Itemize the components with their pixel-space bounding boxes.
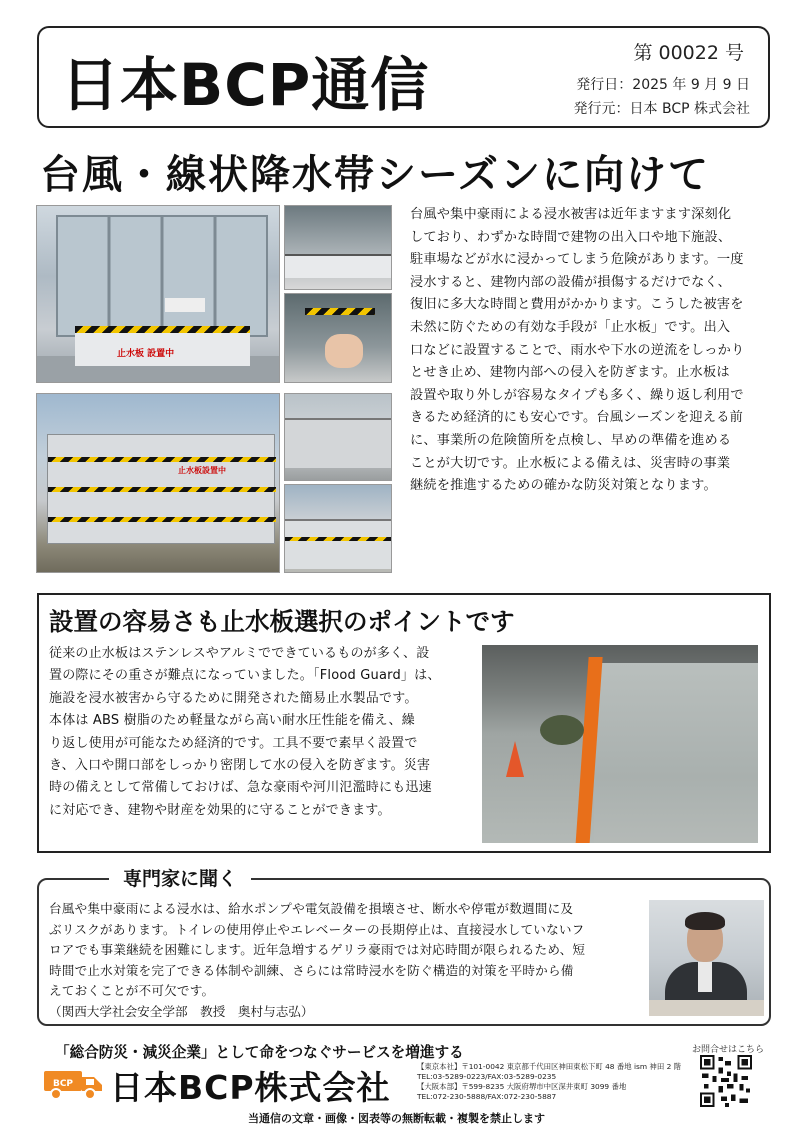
point-line: 時の備えとして常備しておけば、急な豪雨や河川氾濫時にも迅速 — [49, 780, 432, 796]
photo-barrier-row — [284, 484, 392, 573]
barrier-label: 止水板 設置中 — [117, 349, 175, 359]
intro-line: ことが大切です。止水板による備えは、災害時の事業 — [410, 455, 731, 471]
intro-paragraph — [410, 204, 772, 498]
expert-line: ぶリスクがあります。トイレの使用停止やエレベーターの長期停止は、直接浸水していないフ — [49, 921, 585, 937]
barrier-panel — [285, 254, 392, 278]
point-title: 設置の容易さも止水板選択のポイントです — [49, 607, 515, 636]
hazard-stripe — [285, 537, 392, 541]
hazard-stripe — [48, 487, 276, 492]
intro-line: 未然に防ぐための有効な手段が「止水板」です。出入 — [410, 319, 731, 335]
expert-paragraph — [49, 899, 664, 1002]
photo-glass-entrance — [36, 205, 280, 383]
photo-hand-installing — [284, 293, 392, 383]
expert-line: えておくことが不可欠です。 — [49, 983, 215, 999]
point-line: 従来の止水板はステンレスやアルミでできているものが多く、設 — [49, 646, 430, 661]
point-line: 置の際にその重さが難点になっていました。「Flood Guard」は、 — [49, 668, 441, 684]
newsletter-title: 日本BCP通信 — [61, 51, 430, 119]
tokyo-phone: TEL:03-5289-0223/FAX:03-5289-0235 — [417, 1072, 557, 1081]
hazard-stripe — [48, 517, 276, 522]
contact-label: お問合せはこちら — [692, 1045, 765, 1055]
intro-line: 継続を推進するための確かな防災対策となります。 — [410, 478, 717, 494]
photo-panel-wall — [36, 393, 280, 573]
intro-line: 復旧に多大な時間と費用がかかります。こうした被害を — [410, 297, 744, 313]
expert-line: 台風や集中豪雨による浸水は、給水ポンプや電気設備を損壊させ、断水や停電が数週間に及 — [49, 901, 574, 916]
issue-number: 第 00022 号 — [633, 42, 744, 64]
intro-line: に、事業所の危険箇所を点検し、早めの準備を進める — [410, 432, 732, 448]
osaka-phone: TEL:072-230-5888/FAX:072-230-5887 — [417, 1092, 557, 1101]
point-line: 本体は ABS 樹脂のため軽量ながら高い耐水圧性能を備え、繰 — [49, 713, 415, 729]
company-name: 日本BCP株式会社 — [110, 1068, 391, 1107]
hazard-stripe — [75, 326, 250, 333]
intro-line: きるため経済的にも安心です。台風シーズンを迎える前 — [410, 410, 743, 426]
photo-barrier-stack — [284, 393, 392, 481]
point-line: 施設を浸水被害から守るために開発された簡易止水製品です。 — [49, 690, 418, 706]
expert-source: （関西大学社会安全学部 教授 奥村与志弘） — [49, 1004, 314, 1019]
intro-line: しており、わずかな時間で建物の出入口や地下施設、 — [410, 229, 732, 245]
traffic-cone-icon — [506, 741, 524, 777]
issue-date: 発行日：2025 年 9 月 9 日 — [576, 77, 750, 93]
intro-line: 設置や取り外しが容易なタイプも多く、繰り返し利用で — [410, 387, 744, 403]
point-section — [37, 593, 771, 853]
panel-wall — [47, 434, 275, 544]
company-slogan: 「総合防災・減災企業」として命をつなぐサービスを増進する — [55, 1044, 464, 1061]
point-paragraph — [49, 643, 477, 822]
osaka-address: 【大阪本部】〒599-8235 大阪府堺市中区深井東町 3099 番地 — [417, 1082, 627, 1091]
flood-water — [594, 663, 758, 843]
portrait-desk — [649, 1000, 764, 1016]
point-line: に対応でき、建物や財産を効果的に守ることができます。 — [49, 802, 391, 818]
portrait-shirt — [698, 962, 712, 992]
qr-code-icon[interactable] — [700, 1055, 752, 1107]
expert-title: 専門家に聞く — [109, 864, 251, 891]
svg-text:BCP: BCP — [52, 1079, 74, 1089]
photo-flood-guard — [482, 645, 758, 843]
intro-line: とせき止め、建物内部への侵入を防ぎます。止水板は — [410, 365, 730, 381]
hand-graphic — [325, 334, 363, 368]
barrier-stack — [285, 418, 392, 468]
page-headline: 台風・線状降水帯シーズンに向けて — [40, 152, 710, 198]
tokyo-address: 【東京本社】〒101-0042 東京都千代田区神田東松下町 48 番地 ism 神田 2 階 — [417, 1062, 682, 1071]
expert-section — [37, 868, 771, 1026]
photo-barrier-closeup — [284, 205, 392, 290]
intro-line: 駐車場などが水に浸かってしまう危険があります。一度 — [410, 252, 744, 268]
truck-logo-icon — [42, 1065, 104, 1101]
expert-portrait — [649, 900, 764, 1016]
barrier-row — [285, 519, 392, 569]
portrait-hair — [685, 912, 725, 930]
intro-line: 浸水すると、建物内部の設備が損傷するだけでなく、 — [410, 274, 732, 290]
intro-line: 台風や集中豪雨による浸水被害は近年ますます深刻化 — [410, 207, 732, 222]
sandbag — [540, 715, 584, 745]
point-line: き、入口や開口部をしっかり密閉して水の侵入を防ぎます。災害 — [49, 758, 431, 774]
masthead-box — [37, 26, 770, 128]
copyright-notice: 当通信の文章・画像・図表等の無断転載・複製を禁止します — [248, 1112, 545, 1125]
publisher: 発行元：日本 BCP 株式会社 — [573, 101, 750, 117]
expert-line: ロアでも事業継続を困難にします。近年急増するゲリラ豪雨では対応時間が限られるため、短 — [49, 942, 586, 958]
point-line: り返し使用が可能なため経済的です。工具不要で素早く設置で — [49, 735, 418, 751]
expert-line: 時間で止水対策を完了できる体制や訓練、さらには常時浸水を防ぐ構造的対策を平時から備 — [49, 962, 574, 978]
hazard-stripe — [305, 308, 375, 315]
hazard-stripe — [48, 457, 276, 462]
intro-line: 口などに設置することで、雨水や下水の逆流をしっかり — [410, 342, 745, 358]
panel-label: 止水板設置中 — [178, 466, 226, 475]
